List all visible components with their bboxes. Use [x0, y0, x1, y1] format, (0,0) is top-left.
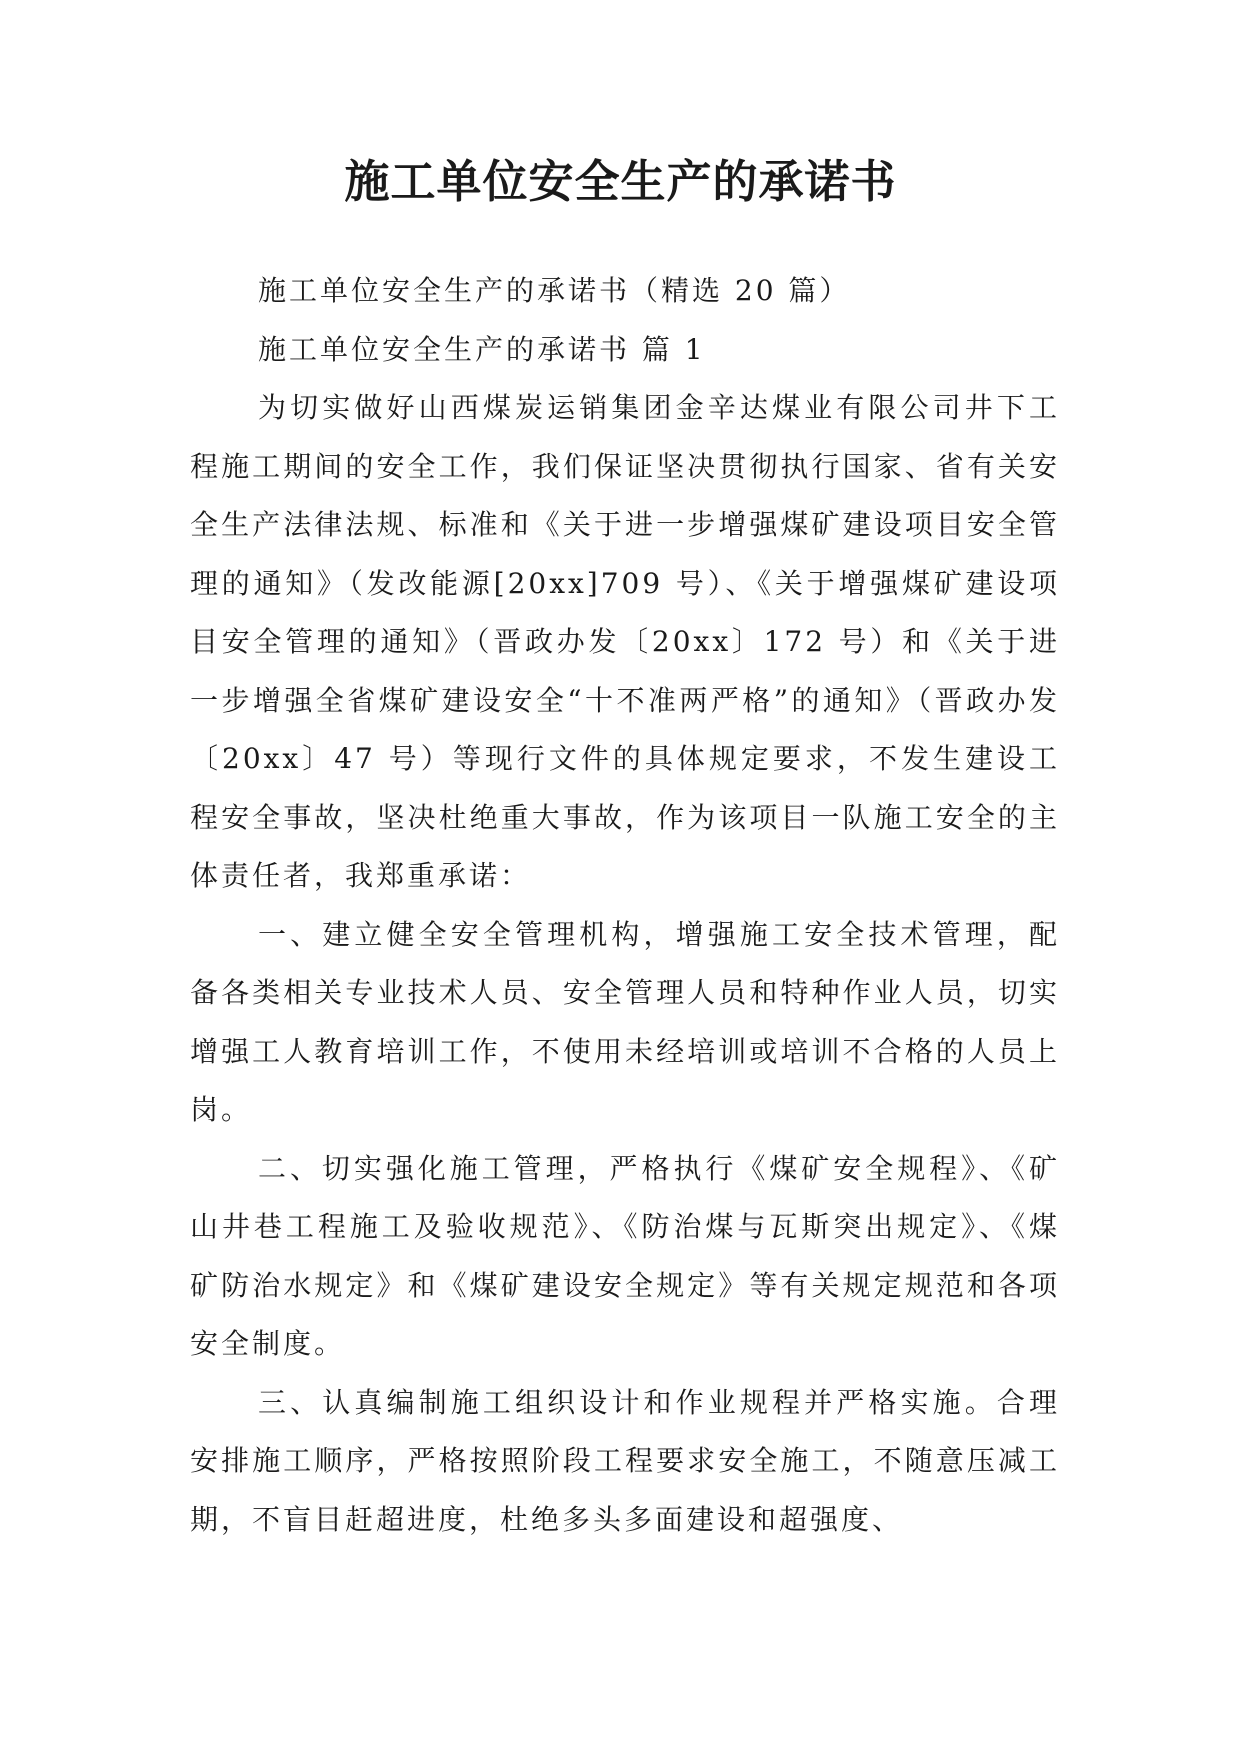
- commitment-paragraph-2: 二、切实强化施工管理，严格执行《煤矿安全规程》、《矿山井巷工程施工及验收规范》、《防治煤与瓦斯突出规定》、《煤矿防治水规定》和《煤矿建设安全规定》等有关规定规范和各项安全制度。: [190, 1151, 1060, 1360]
- intro-paragraph: 为切实做好山西煤炭运销集团金辛达煤业有限公司井下工程施工期间的安全工作，我们保证坚决贯彻执行国家、省有关安全生产法律法规、标准和《关于进一步增强煤矿建设项目安全管理的通知》（发改能源[20xx]709 号）、《关于增强煤矿建设项目安全管理的通知》（晋政办发〔20xx〕172 号）和《关于进一步增强全省煤矿建设安全“十不准两严格”的通知》（晋政办发〔20xx〕47 号）等现行文件的具体规定要求，不发生建设工程安全事故，坚决杜绝重大事故，作为该项目一队施工安全的主体责任者，我郑重承诺：: [190, 391, 1060, 892]
- section-heading: 施工单位安全生产的承诺书 篇 1: [258, 332, 706, 366]
- commitment-paragraph-3: 三、认真编制施工组织设计和作业规程并严格实施。合理安排施工顺序，严格按照阶段工程要求安全施工，不随意压减工期，不盲目赶超进度，杜绝多头多面建设和超强度、: [190, 1385, 1060, 1536]
- document-body: [190, 262, 1060, 1549]
- document-title: 施工单位安全生产的承诺书: [344, 155, 897, 208]
- commitment-paragraph-1: 一、建立健全安全管理机构，增强施工安全技术管理，配备各类相关专业技术人员、安全管理人员和特种作业人员，切实增强工人教育培训工作，不使用未经培训或培训不合格的人员上岗。: [190, 917, 1060, 1126]
- subtitle-paragraph: 施工单位安全生产的承诺书（精选 20 篇）: [258, 274, 851, 307]
